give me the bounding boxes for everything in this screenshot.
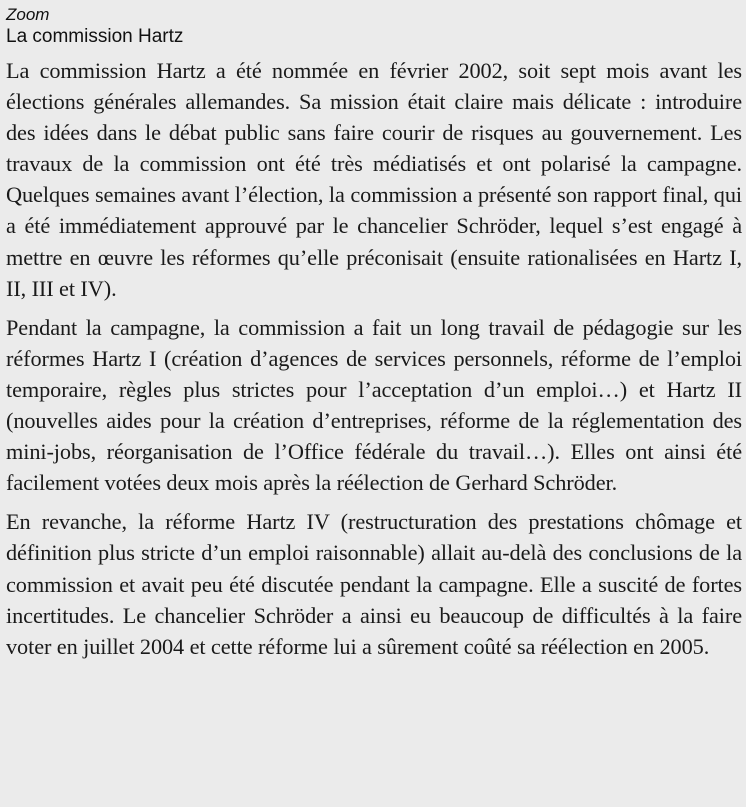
paragraph-2: Pendant la campagne, la commission a fait un long travail de pédagogie sur les réformes Hartz I (création d’agences de services personnels, réforme de l’emploi temporaire, règles plus strictes pour l’acceptation d’un emploi…) et Hartz II (nouvelles aides pour la création d’entreprises, réforme de la réglementation des mini-jobs, réorganisation de l’Office fédérale du travail…). Elles ont ainsi été facilement votées deux mois après la réélection de Gerhard Schröder. [6,314,742,496]
paragraph-3: En revanche, la réforme Hartz IV (restructuration des prestations chômage et définition plus stricte d’un emploi raisonnable) allait au-delà des conclusions de la commission et avait peu été discutée pendant la campagne. Elle a suscité de fortes incertitudes. Le chancelier Schröder a ainsi eu beaucoup de difficultés à la faire voter en juillet 2004 et cette réforme lui a sûrement coûté sa réélection en 2005. [6,509,742,659]
box-title: La commission Hartz [6,26,184,47]
box-kicker: Zoom [6,5,50,24]
paragraph-1: La commission Hartz a été nommée en février 2002, soit sept mois avant les élections générales allemandes. Sa mission était claire mais délicate : introduire des idées dans le débat public sans faire courir de risques au gouvernement. Les travaux de la commission ont été très médiatisés et ont polarisé la campagne. Quelques semaines avant l’élection, la commission a présenté son rapport final, qui a été immédiatement approuvé par le chancelier Schröder, lequel s’est engagé à mettre en œuvre les réformes qu’elle préconisait (ensuite rationalisées en Hartz I, II, III et IV). [6,58,742,301]
